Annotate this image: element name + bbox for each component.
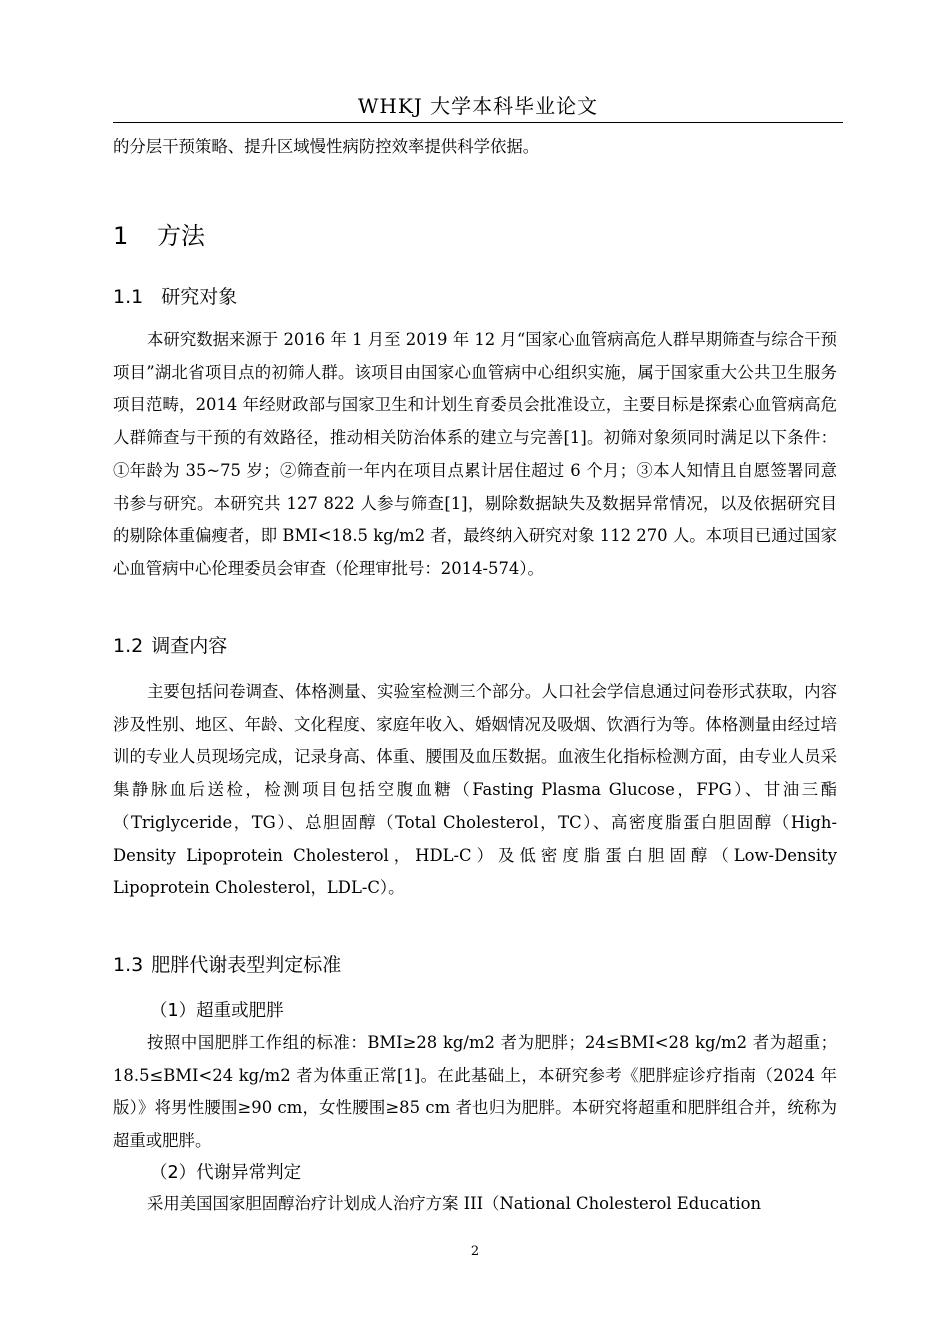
section-heading-1	[113, 218, 205, 254]
subsection-heading-1-2	[113, 631, 227, 661]
sub-item-heading-2: （2）代谢异常判定	[150, 1163, 302, 1183]
subsection-1-2-body: 主要包括问卷调查、体格测量、实验室检测三个部分。人口社会学信息通过问卷形式获取，内容涉及性别、地区、年龄、文化程度、家庭年收入、婚姻情况及吸烟、饮酒行为等。体格测量由经过培训的专业人员现场完成，记录身高、体重、腰围及血压数据。血液生化指标检测方面，由专业人员采集静脉血后送检，检测项目包括空腹血糖（Fasting Plasma Glucose，FPG）、甘油三酯（Triglyceride，TG）、总胆固醇（Total Cholesterol，TC）、高密度脂蛋白胆固醇（High-Density Lipoprotein Cholesterol，HDL-C）及低密度脂蛋白胆固醇（Low-Density Lipoprotein Cholesterol，LDL-C）。	[113, 682, 837, 898]
section-title: 方法	[157, 222, 205, 250]
subsection-number: 1.1	[113, 286, 144, 308]
subsection-number: 1.2	[113, 635, 144, 657]
subsection-1-1-body: 本研究数据来源于 2016 年 1 月至 2019 年 12 月“国家心血管病高危人群早期筛查与综合干预项目”湖北省项目点的初筛人群。该项目由国家心血管病中心组织实施，属于国家重大公共卫生服务项目范畴，2014 年经财政部与国家卫生和计划生育委员会批准设立，主要目标是探索心血管病高危人群筛查与干预的有效路径，推动相关防治体系的建立与完善[1]。初筛对象须同时满足以下条件：①年龄为 35~75 岁；②筛查前一年内在项目点累计居住超过 6 个月；③本人知情且自愿签署同意书参与研究。本研究共 127 822 人参与筛查[1]，剔除数据缺失及数据异常情况，以及依据研究目的剔除体重偏瘦者，即 BMI<18.5 kg/m2 者，最终纳入研究对象 112 270 人。本项目已通过国家心血管病中心伦理委员会审查（伦理审批号：2014-574）。	[113, 330, 837, 578]
page-number: 2	[470, 1244, 480, 1259]
sub-item-2-body: 采用美国国家胆固醇治疗计划成人治疗方案 III（National Cholesterol Education	[147, 1194, 762, 1213]
section-number: 1	[113, 222, 129, 250]
sub-item-1-body: 按照中国肥胖工作组的标准：BMI≥28 kg/m2 者为肥胖；24≤BMI<28 kg/m2 者为超重；18.5≤BMI<24 kg/m2 者为体重正常[1]。在此基础上，本研究参考《肥胖症诊疗指南（2024 年版）》将男性腰围≥90 cm，女性腰围≥85 cm 者也归为肥胖。本研究将超重和肥胖组合并，统称为超重或肥胖。	[113, 1033, 837, 1151]
running-header: WHKJ 大学本科毕业论文	[357, 94, 599, 118]
subsection-title: 研究对象	[161, 286, 238, 308]
intro-continuation: 的分层干预策略、提升区域慢性病防控效率提供科学依据。	[113, 137, 540, 156]
subsection-heading-1-3	[113, 950, 341, 980]
sub-item-heading-1: （1）超重或肥胖	[150, 1001, 284, 1021]
header-rule	[113, 122, 843, 123]
subsection-number: 1.3	[113, 954, 144, 976]
subsection-heading-1-1	[113, 282, 237, 312]
subsection-title: 肥胖代谢表型判定标准	[151, 954, 342, 976]
subsection-title: 调查内容	[151, 635, 228, 657]
